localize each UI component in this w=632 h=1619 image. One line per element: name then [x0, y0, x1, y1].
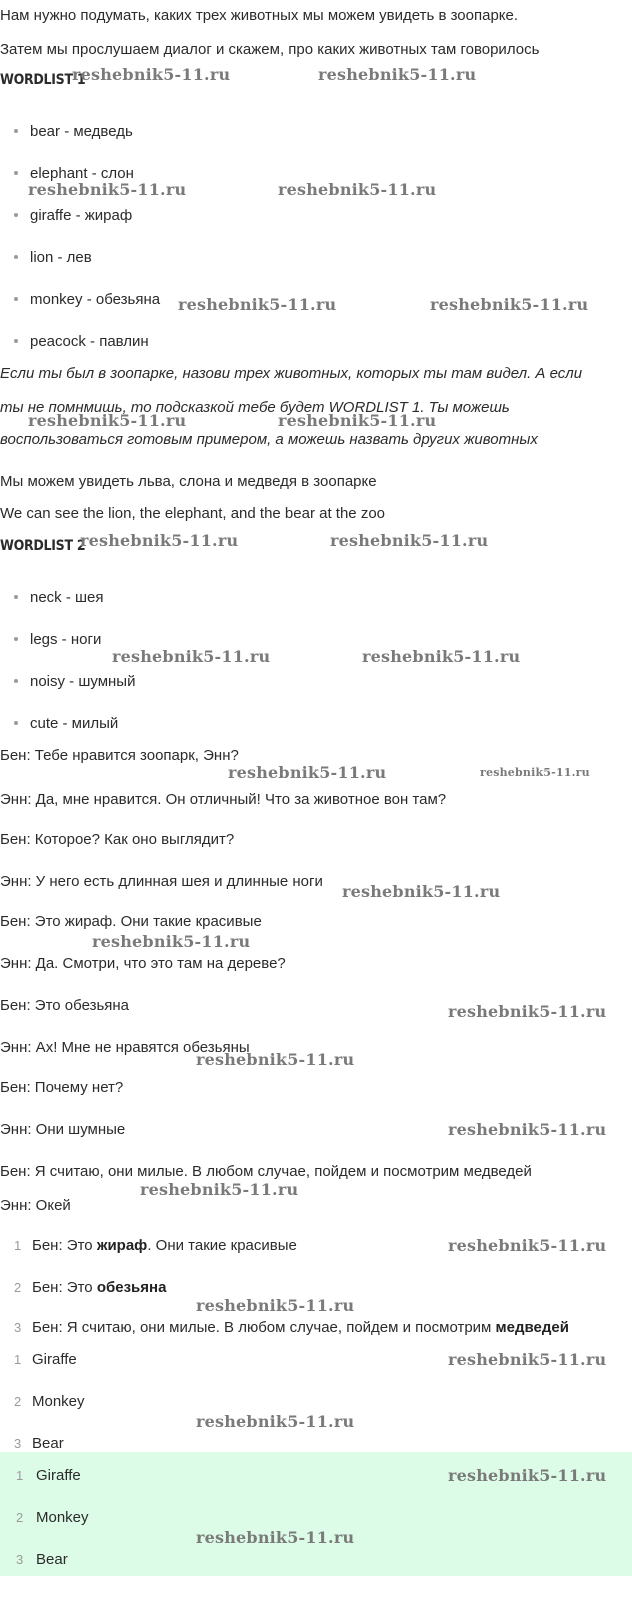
answer-item: 1 Giraffe	[14, 1351, 77, 1368]
dialogue-line: Энн: У него есть длинная шея и длинные ноги	[0, 873, 323, 890]
watermark: reshebnik5-11.ru	[448, 1466, 607, 1485]
bullet-icon	[14, 171, 18, 175]
bullet-icon	[14, 129, 18, 133]
dialogue-line: Бен: Это жираф. Они такие красивые	[0, 913, 262, 930]
watermark: reshebnik5-11.ru	[448, 1350, 607, 1369]
watermark: reshebnik5-11.ru	[28, 411, 187, 430]
watermark: reshebnik5-11.ru	[196, 1050, 355, 1069]
bullet-icon	[14, 637, 18, 641]
watermark: reshebnik5-11.ru	[196, 1296, 355, 1315]
wordlist-1-item: lion - лев	[14, 248, 92, 268]
wordlist-1-item: giraffe - жираф	[14, 206, 132, 226]
watermark: reshebnik5-11.ru	[196, 1412, 355, 1431]
watermark: reshebnik5-11.ru	[430, 295, 589, 314]
answer-item: 3 Bear	[14, 1435, 64, 1452]
task-line-3: воспользоваться готовым примером, а можешь назвать других животных	[0, 431, 538, 448]
final-answer-item: 3 Bear	[16, 1551, 68, 1568]
watermark: reshebnik5-11.ru	[178, 295, 337, 314]
bullet-icon	[14, 679, 18, 683]
final-answer-item: 2 Monkey	[16, 1509, 89, 1526]
wordlist-2-item: legs - ноги	[14, 630, 101, 650]
watermark: reshebnik5-11.ru	[448, 1002, 607, 1021]
watermark: reshebnik5-11.ru	[330, 531, 489, 550]
watermark: reshebnik5-11.ru	[278, 411, 437, 430]
watermark: reshebnik5-11.ru	[278, 180, 437, 199]
quote-item: 2 Бен: Это обезьяна	[14, 1279, 167, 1296]
watermark: reshebnik5-11.ru	[72, 65, 231, 84]
bullet-icon	[14, 595, 18, 599]
watermark: reshebnik5-11.ru	[448, 1120, 607, 1139]
example-en: We can see the lion, the elephant, and the bear at the zoo	[0, 505, 385, 522]
wordlist-1-item: peacock - павлин	[14, 332, 149, 352]
watermark: reshebnik5-11.ru	[228, 763, 387, 782]
bullet-icon	[14, 255, 18, 259]
watermark: reshebnik5-11.ru	[80, 531, 239, 550]
wordlist-2-heading: WORDLIST 2	[0, 538, 86, 554]
wordlist-2-item: noisy - шумный	[14, 672, 135, 692]
dialogue-line: Энн: Ах! Мне не нравятся обезьяны	[0, 1039, 250, 1056]
wordlist-2-item: cute - милый	[14, 714, 118, 734]
dialogue-line: Энн: Окей	[0, 1197, 71, 1214]
watermark: reshebnik5-11.ru	[448, 1236, 607, 1255]
intro-line-2: Затем мы прослушаем диалог и скажем, про каких животных там говорилось	[0, 41, 540, 58]
final-answer-item: 1 Giraffe	[16, 1467, 81, 1484]
watermark: reshebnik5-11.ru	[480, 766, 590, 779]
watermark: reshebnik5-11.ru	[342, 882, 501, 901]
dialogue-line: Энн: Да, мне нравится. Он отличный! Что за животное вон там?	[0, 791, 447, 808]
quote-item: 1 Бен: Это жираф. Они такие красивые	[14, 1237, 297, 1254]
dialogue-line: Бен: Это обезьяна	[0, 997, 130, 1014]
task-line-2: ты не помнмишь, то подсказкой тебе будет WORDLIST 1. Ты можешь	[0, 399, 510, 416]
watermark: reshebnik5-11.ru	[196, 1528, 355, 1547]
dialogue-line: Бен: Которое? Как оно выглядит?	[0, 831, 235, 848]
dialogue-line: Энн: Да. Смотри, что это там на дереве?	[0, 955, 286, 972]
answer-item: 2 Monkey	[14, 1393, 85, 1410]
example-ru: Мы можем увидеть льва, слона и медведя в зоопарке	[0, 473, 377, 490]
dialogue-line: Бен: Тебе нравится зоопарк, Энн?	[0, 747, 239, 764]
bullet-icon	[14, 339, 18, 343]
task-line-1: Если ты был в зоопарке, назови трех животных, которых ты там видел. А если	[0, 365, 583, 382]
watermark: reshebnik5-11.ru	[318, 65, 477, 84]
wordlist-1-item: monkey - обезьяна	[14, 290, 160, 310]
watermark: reshebnik5-11.ru	[28, 180, 187, 199]
dialogue-line: Энн: Они шумные	[0, 1121, 126, 1138]
watermark: reshebnik5-11.ru	[362, 647, 521, 666]
watermark: reshebnik5-11.ru	[92, 932, 251, 951]
intro-line-1: Нам нужно подумать, каких трех животных мы можем увидеть в зоопарке.	[0, 7, 519, 24]
wordlist-1-heading: WORDLIST 1	[0, 72, 86, 88]
wordlist-1-item: bear - медведь	[14, 122, 133, 142]
wordlist-1-item: elephant - слон	[14, 164, 134, 184]
bullet-icon	[14, 213, 18, 217]
dialogue-line: Бен: Почему нет?	[0, 1079, 124, 1096]
watermark: reshebnik5-11.ru	[112, 647, 271, 666]
watermark: reshebnik5-11.ru	[140, 1180, 299, 1199]
wordlist-2-item: neck - шея	[14, 588, 104, 608]
bullet-icon	[14, 721, 18, 725]
dialogue-line: Бен: Я считаю, они милые. В любом случае, пойдем и посмотрим медведей	[0, 1163, 532, 1180]
bullet-icon	[14, 297, 18, 301]
quote-item: 3 Бен: Я считаю, они милые. В любом случае, пойдем и посмотрим медведей	[14, 1319, 569, 1336]
